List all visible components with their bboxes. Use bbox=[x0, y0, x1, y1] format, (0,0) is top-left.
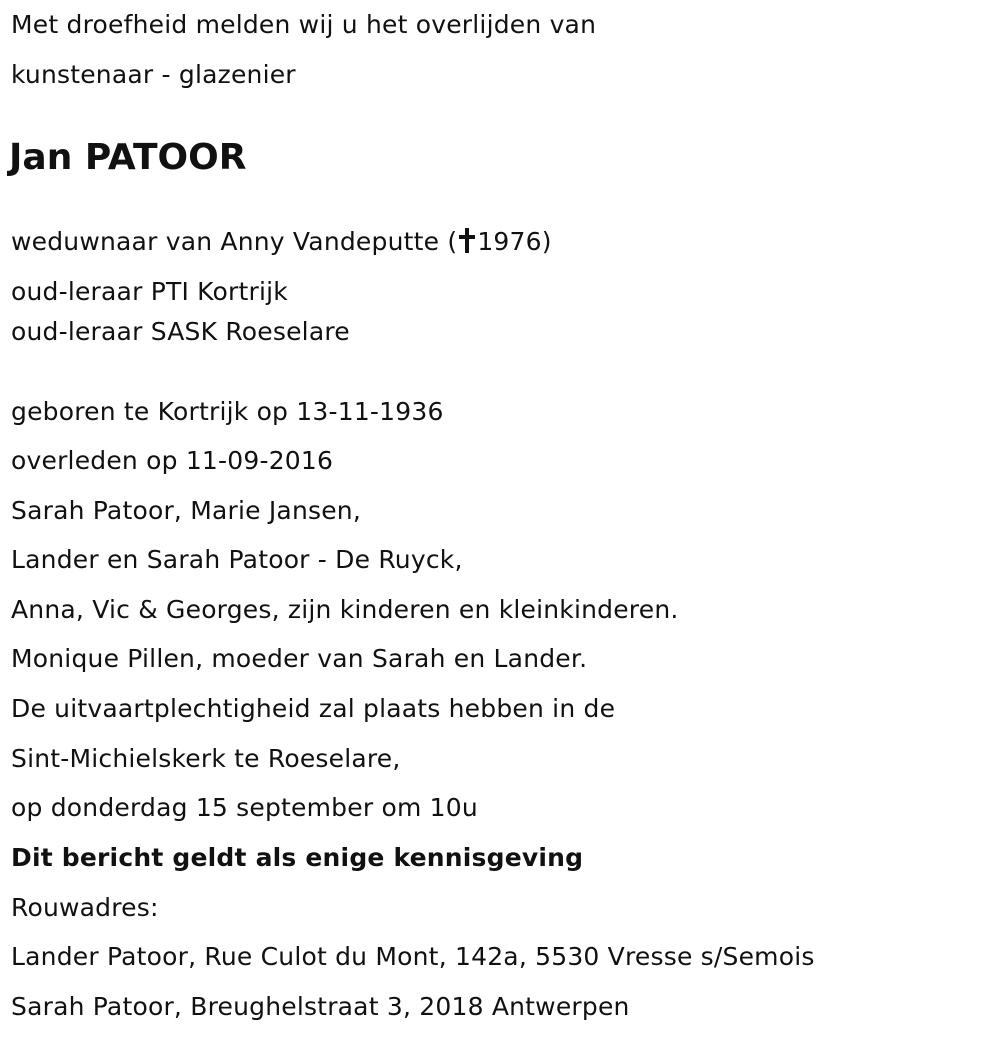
family-line: Sarah Patoor, Marie Jansen, bbox=[11, 496, 361, 525]
family-line: Anna, Vic & Georges, zijn kinderen en kleinkinderen. bbox=[11, 595, 679, 624]
role-line-2: oud-leraar SASK Roeselare bbox=[11, 317, 350, 346]
deceased-name: Jan PATOOR bbox=[9, 137, 247, 178]
address-label: Rouwadres: bbox=[11, 893, 159, 922]
funeral-line: Sint-Michielskerk te Roeselare, bbox=[11, 744, 401, 773]
intro-line-1: Met droefheid melden wij u het overlijden van bbox=[11, 10, 597, 39]
spouse-text: weduwnaar van Anny Vandeputte ( bbox=[11, 227, 458, 256]
funeral-line: op donderdag 15 september om 10u bbox=[11, 793, 478, 822]
funeral-line: De uitvaartplechtigheid zal plaats hebben in de bbox=[11, 694, 616, 723]
role-line-1: oud-leraar PTI Kortrijk bbox=[11, 277, 288, 306]
notice-line: Dit bericht geldt als enige kennisgeving bbox=[11, 843, 584, 872]
address-line: Lander Patoor, Rue Culot du Mont, 142a, 5530 Vresse s/Semois bbox=[11, 942, 815, 971]
family-line: Monique Pillen, moeder van Sarah en Lander. bbox=[11, 644, 588, 673]
intro-line-2: kunstenaar - glazenier bbox=[11, 60, 296, 89]
birth-line: geboren te Kortrijk op 13-11-1936 bbox=[11, 397, 444, 426]
family-line: Lander en Sarah Patoor - De Ruyck, bbox=[11, 545, 463, 574]
cross-icon bbox=[459, 228, 475, 254]
death-line: overleden op 11-09-2016 bbox=[11, 446, 334, 475]
spouse-year: 1976) bbox=[477, 227, 552, 256]
address-line: Sarah Patoor, Breughelstraat 3, 2018 Antwerpen bbox=[11, 992, 630, 1021]
spouse-line bbox=[11, 227, 552, 257]
